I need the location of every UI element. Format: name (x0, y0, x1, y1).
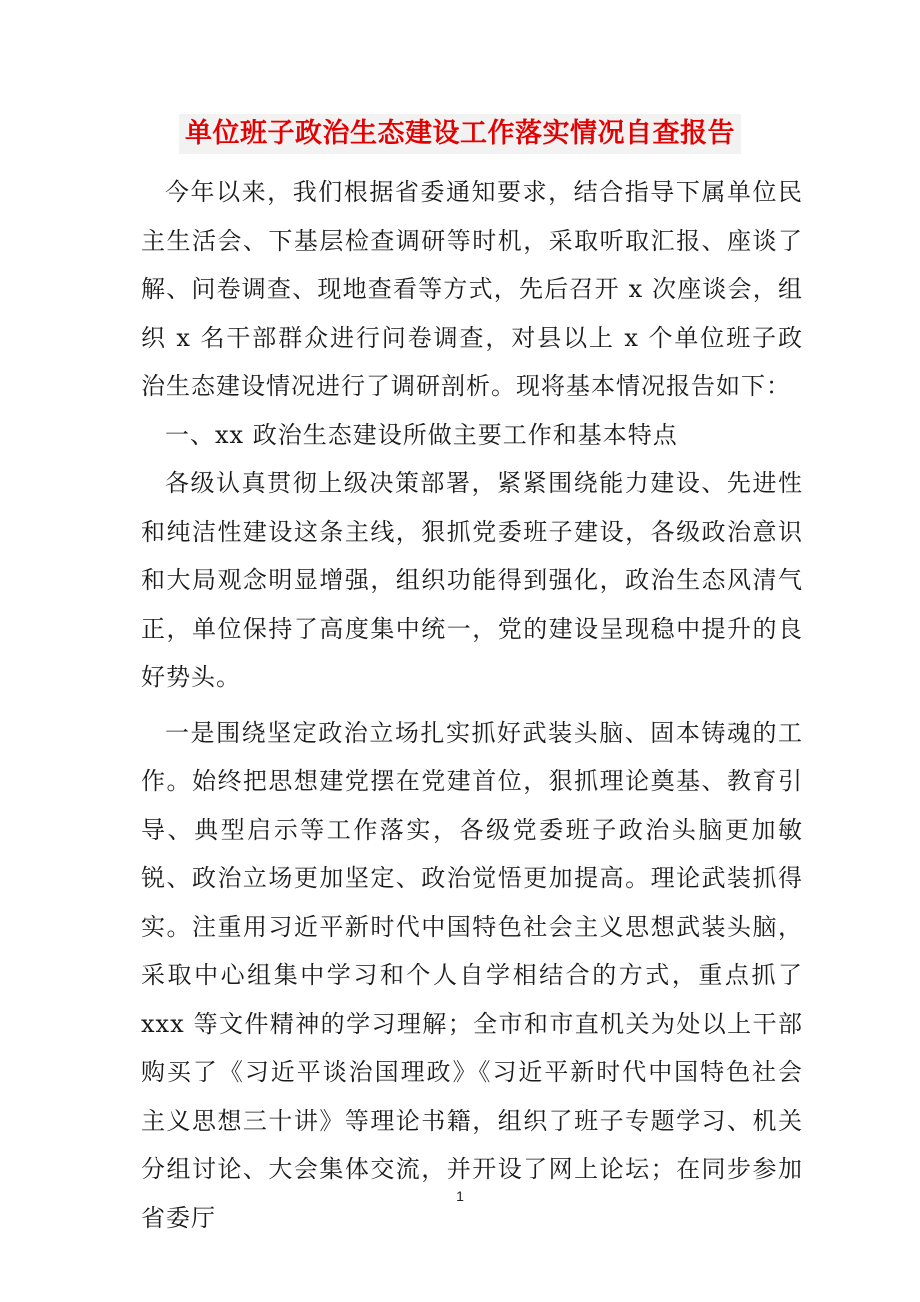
document-title: 单位班子政治生态建设工作落实情况自查报告 (179, 114, 741, 154)
title-container (0, 114, 920, 154)
paragraph-overview: 各级认真贯彻上级决策部署，紧紧围绕能力建设、先进性和纯洁性建设这条主线，狠抓党委班子建设，各级政治意识和大局观念明显增强，组织功能得到强化，政治生态风清气正，单位保持了高度集中统一，党的建设呈现稳中提升的良好势头。 (141, 469, 803, 691)
document-body (141, 168, 803, 1242)
paragraph-point-1: 一是围绕坚定政治立场扎实抓好武装头脑、固本铸魂的工作。始终把思想建党摆在党建首位，狠抓理论奠基、教育引导、典型启示等工作落实，各级党委班子政治头脑更加敏锐、政治立场更加坚定、政治觉悟更加提高。理论武装抓得实。注重用习近平新时代中国特色社会主义思想武装头脑，采取中心组集中学习和个人自学相结合的方式，重点抓了 xxx 等文件精神的学习理解；全市和市直机关为处以上干部购买了《习近平谈治国理政》《习近平新时代中国特色社会主义思想三十讲》等理论书籍，组织了班子专题学习、机关分组讨论、大会集体交流，并开设了网上论坛；在同步参加省委厅 (141, 718, 803, 1232)
section-heading-1: 一、xx 政治生态建设所做主要工作和基本特点 (165, 420, 678, 449)
page-number: 1 (456, 1188, 464, 1204)
paragraph-intro: 今年以来，我们根据省委通知要求，结合指导下属单位民主生活会、下基层检查调研等时机，采取听取汇报、座谈了解、问卷调查、现地查看等方式，先后召开 x 次座谈会，组织 x 名干部群众进行问卷调查，对县以上 x 个单位班子政治生态建设情况进行了调研剖析。现将基本情况报告如下： (141, 178, 803, 400)
